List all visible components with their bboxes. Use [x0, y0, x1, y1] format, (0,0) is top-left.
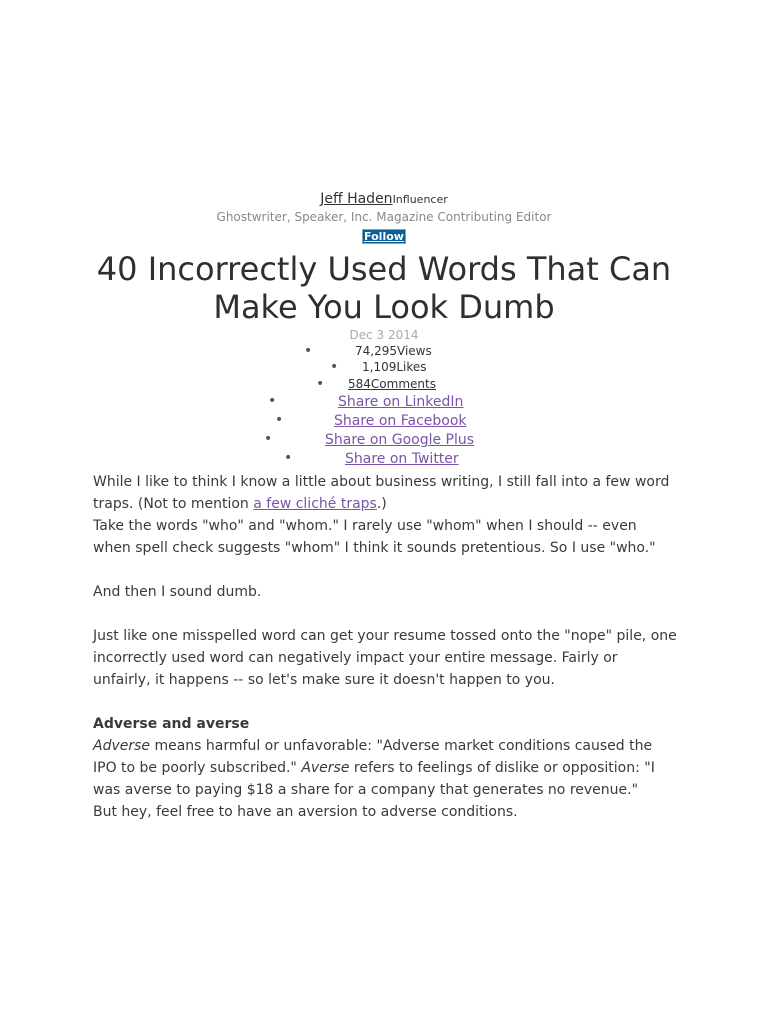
bullet-icon: •: [284, 450, 293, 466]
intro-text-end: .): [376, 496, 387, 512]
share-facebook-item: [0, 412, 768, 430]
adverse-averse-paragraph: [93, 735, 678, 801]
follow-button[interactable]: Follow: [364, 230, 404, 243]
who-whom-paragraph: Take the words "who" and "whom." I rarely use "whom" when I should -- even when spell check suggests "whom" I think it sounds pretentious. So I use "who.": [93, 518, 656, 556]
resume-paragraph: Just like one misspelled word can get your resume tossed onto the "nope" pile, one incorrectly used word can negatively impact your entire message. Fairly or unfairly, it happens -- so let's make sure it doesn't happen to you.: [93, 628, 677, 688]
averse-term: Averse: [301, 760, 350, 776]
comments-label: Comments: [370, 377, 436, 391]
adverse-term: Adverse: [93, 738, 151, 754]
article-title: 40 Incorrectly Used Words That Can Make You Look Dumb: [96, 250, 672, 326]
share-linkedin-link[interactable]: Share on LinkedIn: [338, 394, 464, 410]
aversion-paragraph: But hey, feel free to have an aversion to adverse conditions.: [93, 804, 518, 820]
share-linkedin-item: [0, 393, 768, 411]
sound-dumb-paragraph: And then I sound dumb.: [93, 584, 262, 600]
likes-stat: [0, 359, 768, 377]
share-google-link[interactable]: Share on Google Plus: [325, 432, 475, 448]
cliche-traps-link[interactable]: a few cliché traps: [253, 496, 377, 512]
bullet-icon: •: [264, 431, 273, 447]
author-line: [0, 190, 768, 209]
intro-text: While I like to think I know a little about business writing, I still fall into a few word traps. (Not to mention: [93, 474, 670, 512]
bullet-icon: •: [304, 343, 313, 359]
publish-date: Dec 3 2014: [349, 328, 419, 342]
bullet-icon: •: [330, 359, 339, 375]
article-body: [93, 471, 678, 823]
author-name-link[interactable]: Jeff Haden: [320, 191, 393, 207]
share-twitter-item: [0, 450, 768, 468]
intro-paragraph: [93, 471, 678, 515]
adverse-definition: means harmful or unfavorable: "Adverse market conditions caused the IPO to be poorly subscribed.": [93, 738, 653, 776]
share-google-item: [0, 431, 768, 449]
influencer-badge: Influencer: [392, 193, 448, 206]
bullet-icon: •: [316, 376, 325, 392]
views-text: [355, 343, 432, 359]
comments-count: 584: [348, 377, 371, 391]
views-count: 74,295: [355, 344, 397, 358]
share-twitter-link[interactable]: Share on Twitter: [345, 451, 459, 467]
comments-stat: [0, 376, 768, 394]
comments-link[interactable]: [348, 376, 436, 392]
likes-label: Likes: [396, 360, 427, 374]
author-block: [0, 190, 768, 244]
likes-count: 1,109: [362, 360, 397, 374]
bullet-icon: •: [268, 393, 277, 409]
author-tagline: Ghostwriter, Speaker, Inc. Magazine Contributing Editor: [216, 210, 552, 224]
share-facebook-link[interactable]: Share on Facebook: [334, 413, 467, 429]
section-heading-adverse-averse: Adverse and averse: [93, 716, 250, 732]
likes-text: [362, 359, 427, 375]
bullet-icon: •: [275, 412, 284, 428]
views-label: Views: [397, 344, 432, 358]
averse-definition: refers to feelings of dislike or opposition: "I was averse to paying $18 a share for a company that generates no revenue.": [93, 760, 655, 798]
